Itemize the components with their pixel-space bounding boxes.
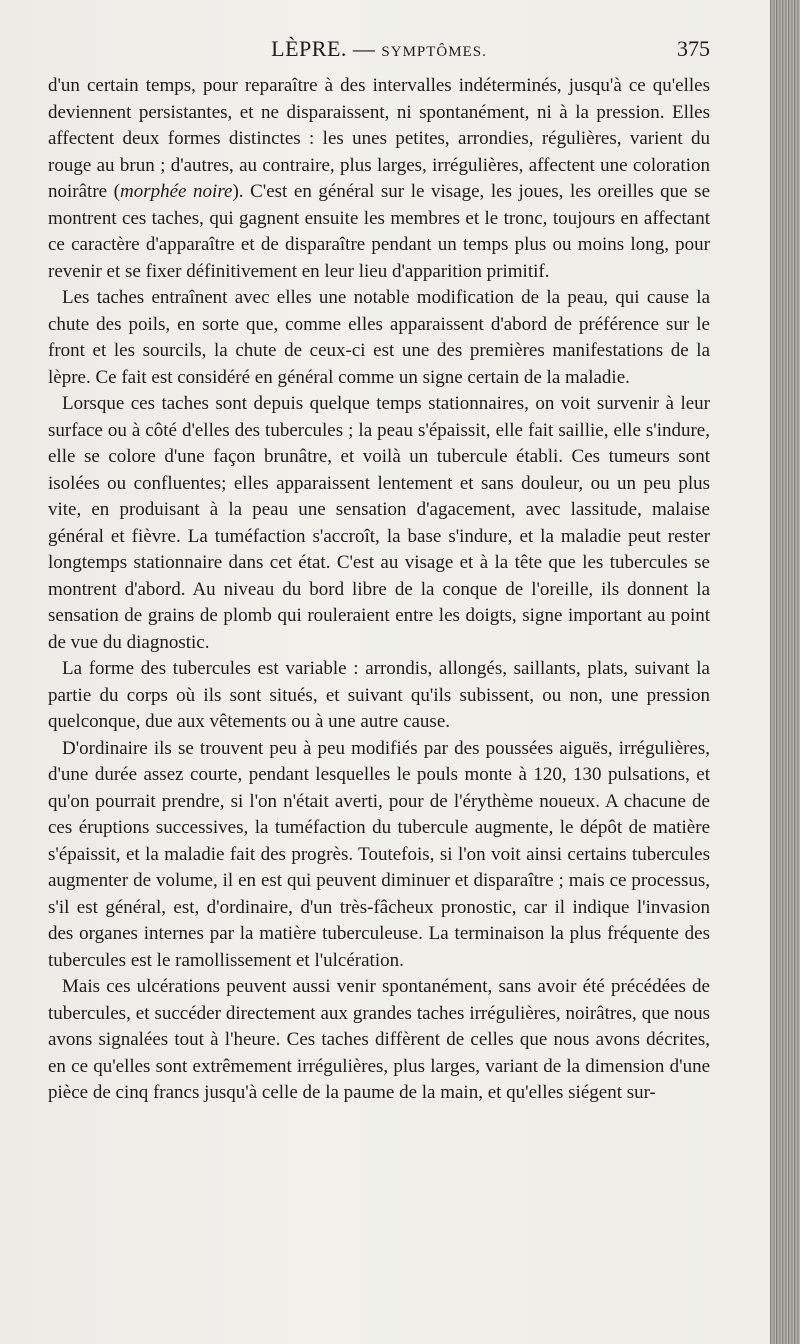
paragraph-1-text-b: ). C'est en général sur le visage, les joues, les oreilles que se montrent ces taches, qui gagnent ensuite les membres et le tronc, toujours en affectant ce caractère d'apparaître et de disparaître pendant un temps plus ou moins long, pour revenir et se fixer définitivement en leur lieu d'apparition primitif. [48, 181, 711, 282]
paragraph-2: Les taches entraînent avec elles une notable modification de la peau, qui cause la chute des poils, en sorte que, comme elles apparaissent d'abord de préférence sur le front et les sourcils, la chute de ceux-ci est une des premières manifestations de la lèpre. Ce fait est considéré en général comme un signe certain de la maladie. [48, 287, 710, 388]
body-text [48, 73, 710, 1107]
page-number: 375 [677, 36, 710, 61]
paragraph-1-emphasis: morphée noire [120, 181, 233, 202]
section-title: SYMPTÔMES. [381, 44, 487, 60]
page-header [48, 36, 710, 64]
paragraph-6: Mais ces ulcérations peuvent aussi venir spontanément, sans avoir été précédées de tubercules, et succéder directement aux grandes taches irrégulières, noirâtres, que nous avons signalées tout à l'heure. Ces taches diffèrent de celles que nous avons décrites, en ce qu'elles sont extrêmement irrégulières, plus larges, variant de la dimension d'une pièce de cinq francs jusqu'à celle de la paume de la main, et qu'elles siégent sur- [48, 976, 710, 1103]
chapter-title: LÈPRE. [271, 36, 347, 61]
paragraph-5: D'ordinaire ils se trouvent peu à peu modifiés par des poussées aiguës, irrégulières, d'une durée assez courte, pendant lesquelles le pouls monte à 120, 130 pulsations, et qu'on pourrait prendre, si l'on n'était averti, pour de l'érythème noueux. A chacune de ces éruptions successives, la tuméfaction du tubercule augmente, le dépôt de matière s'épaissit, et la maladie fait des progrès. Toutefois, si l'on voit ainsi certains tubercules augmenter de volume, il en est qui peuvent diminuer et disparaître ; mais ce processus, s'il est général, est, d'ordinaire, d'un très-fâcheux pronostic, car il indique l'invasion des organes internes par la matière tuberculeuse. La terminaison la plus fréquente des tubercules est le ramollissement et l'ulcération. [48, 737, 710, 971]
running-head [48, 36, 710, 62]
paragraph-1 [48, 73, 710, 285]
paragraph-4: La forme des tubercules est variable : arrondis, allongés, saillants, plats, suivant la partie du corps où ils sont situés, et suivant qu'ils subissent, ou non, une pression quelconque, due aux vêtements ou à une autre cause. [48, 658, 710, 732]
page-edge [770, 0, 800, 1344]
title-separator: — [352, 36, 376, 61]
paragraph-1-text-a: d'un certain temps, pour reparaître à des intervalles indéterminés, jusqu'à ce qu'elles deviennent persistantes, et ne disparaissent, ni spontanément, ni à la pression. Elles affectent deux formes distinctes : les unes petites, arrondies, régulières, varient du rouge au brun ; d'autres, au contraire, plus larges, irrégulières, affectent une coloration noirâtre ( [48, 75, 710, 202]
paragraph-3: Lorsque ces taches sont depuis quelque temps stationnaires, on voit survenir à leur surface ou à côté d'elles des tubercules ; la peau s'épaissit, elle fait saillie, elle s'indure, elle se colore d'une façon brunâtre, et voilà un tubercule établi. Ces tumeurs sont isolées ou confluentes; elles apparaissent lentement et sans douleur, ou un peu plus vite, en produisant à la peau une sensation d'agacement, avec lassitude, malaise général et fièvre. La tuméfaction s'accroît, la base s'indure, et la maladie peut rester longtemps stationnaire dans cet état. C'est au visage et à la tête que les tubercules se montrent d'abord. Au niveau du bord libre de la conque de l'oreille, ils donnent la sensation de grains de plomb qui rouleraient entre les doigts, signe important au point de vue du diagnostic. [48, 393, 710, 653]
